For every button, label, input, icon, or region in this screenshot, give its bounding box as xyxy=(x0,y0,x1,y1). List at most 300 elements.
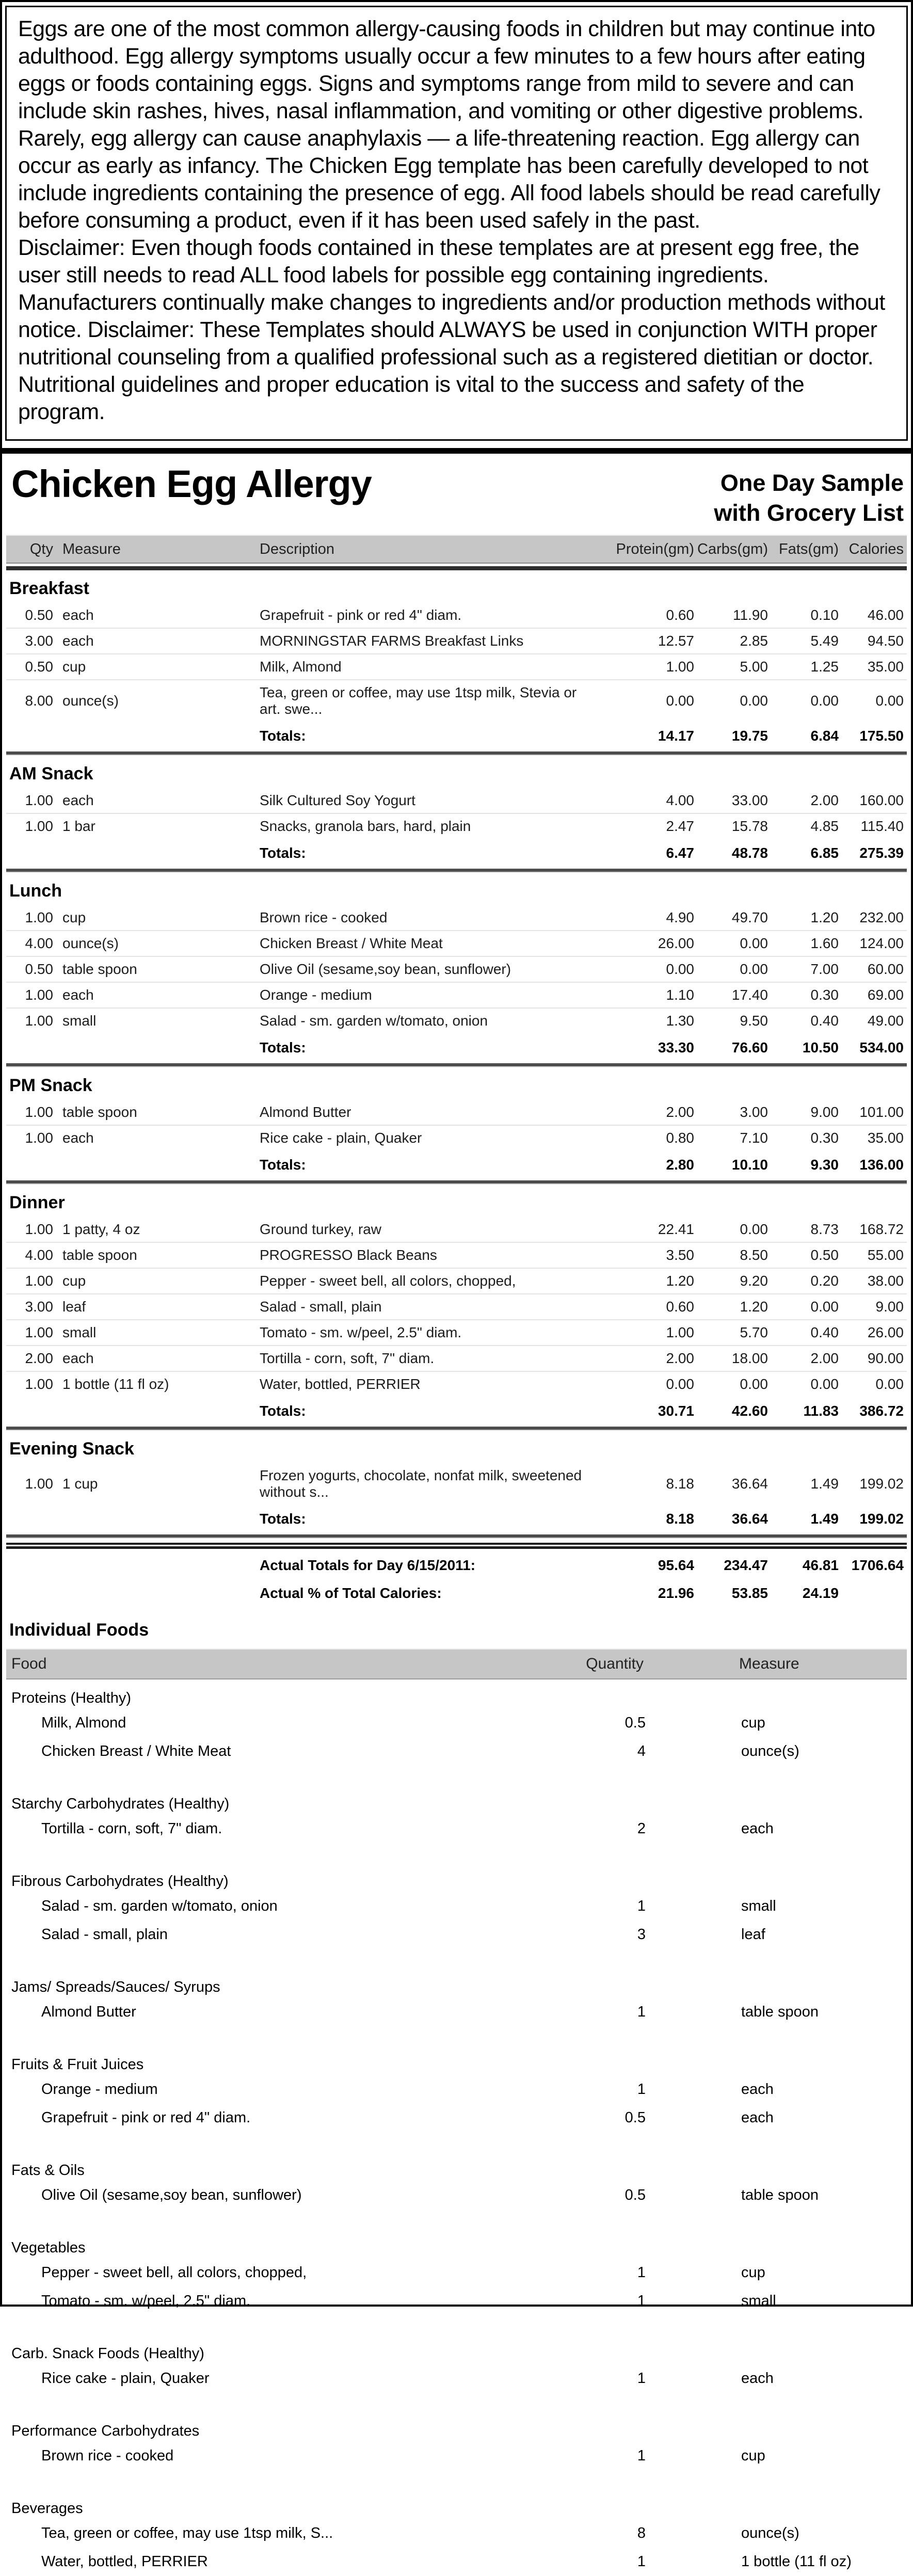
meal-section-divider xyxy=(6,1063,907,1067)
meal-section-divider xyxy=(6,1427,907,1431)
measure-cell: each xyxy=(741,2081,774,2098)
qty-cell: 0.50 xyxy=(25,607,53,623)
day-percent-fats: 24.19 xyxy=(802,1585,839,1602)
description-cell: MORNINGSTAR FARMS Breakfast Links xyxy=(260,633,524,649)
calories-cell: 160.00 xyxy=(859,792,904,809)
page-title: Chicken Egg Allergy xyxy=(11,462,372,505)
food-name-cell: Milk, Almond xyxy=(41,1715,126,1732)
carbs-cell: 0.00 xyxy=(740,1376,768,1393)
measure-cell: each xyxy=(741,2109,774,2126)
measure-cell: 1 bar xyxy=(62,818,95,835)
fats-cell: 0.00 xyxy=(810,1299,839,1315)
qty-cell: 0.50 xyxy=(25,961,53,978)
column-header-fats: Fats(gm) xyxy=(779,540,839,557)
calories-cell: 49.00 xyxy=(867,1013,904,1029)
description-cell: Brown rice - cooked xyxy=(260,909,388,926)
qty-cell: 4.00 xyxy=(25,1247,53,1263)
protein-cell: 1.20 xyxy=(666,1273,694,1289)
totals-carbs: 19.75 xyxy=(731,728,768,744)
meal-table-row xyxy=(6,680,907,722)
subtitle-line-2: with Grocery List xyxy=(714,499,904,526)
description-cell: Orange - medium xyxy=(260,987,372,1003)
column-header-protein: Protein(gm) xyxy=(616,540,694,557)
measure-cell: 1 bottle (11 fl oz) xyxy=(741,2553,852,2570)
food-group xyxy=(6,2335,907,2393)
carbs-cell: 33.00 xyxy=(731,792,768,809)
totals-fats: 6.85 xyxy=(810,845,839,861)
quantity-cell: 1 xyxy=(637,2081,646,2098)
description-cell: Salad - small, plain xyxy=(260,1299,382,1315)
meal-section-divider xyxy=(6,1180,907,1185)
day-totals-label: Actual Totals for Day 6/15/2011: xyxy=(260,1557,476,1574)
meal-table-row xyxy=(6,1100,907,1126)
qty-cell: 1.00 xyxy=(25,1104,53,1121)
meal-section-name: Breakfast xyxy=(9,579,89,599)
food-list-item xyxy=(6,1737,907,1766)
food-name-cell: Orange - medium xyxy=(41,2081,158,2098)
quantity-cell: 1 xyxy=(637,2293,646,2310)
totals-protein: 8.18 xyxy=(666,1511,694,1527)
carbs-cell: 5.70 xyxy=(740,1324,768,1341)
calories-cell: 46.00 xyxy=(867,607,904,623)
quantity-cell: 4 xyxy=(637,1743,646,1760)
quantity-cell: 3 xyxy=(637,1926,646,1943)
totals-carbs: 10.10 xyxy=(731,1157,768,1173)
measure-cell: table spoon xyxy=(741,2004,819,2021)
qty-cell: 2.00 xyxy=(25,1350,53,1367)
description-cell: Tea, green or coffee, may use 1tsp milk, Stevia or art. swe... xyxy=(260,684,577,717)
qty-cell: 4.00 xyxy=(25,935,53,952)
carbs-cell: 8.50 xyxy=(740,1247,768,1263)
protein-cell: 0.60 xyxy=(666,607,694,623)
measure-cell: leaf xyxy=(62,1299,86,1315)
protein-cell: 0.00 xyxy=(666,961,694,978)
carbs-cell: 0.00 xyxy=(740,961,768,978)
food-list-item xyxy=(6,1998,907,2026)
meal-section xyxy=(6,1185,907,1431)
food-group xyxy=(6,2490,907,2576)
totals-protein: 14.17 xyxy=(658,728,694,744)
meal-table-row xyxy=(6,931,907,957)
meal-table-row xyxy=(6,983,907,1009)
fats-cell: 1.20 xyxy=(810,909,839,926)
calories-cell: 55.00 xyxy=(867,1247,904,1263)
measure-cell: each xyxy=(62,987,94,1003)
column-header-measure: Measure xyxy=(62,540,121,557)
measure-cell: each xyxy=(62,1130,94,1146)
carbs-cell: 3.00 xyxy=(740,1104,768,1121)
qty-cell: 1.00 xyxy=(25,1273,53,1289)
day-total-protein: 95.64 xyxy=(658,1557,694,1574)
subtitle-line-1: One Day Sample xyxy=(720,470,904,496)
calories-cell: 35.00 xyxy=(867,659,904,675)
carbs-cell: 5.00 xyxy=(740,659,768,675)
meal-totals-row xyxy=(6,1150,907,1178)
individual-foods-header xyxy=(6,1649,907,1679)
intro-text-box xyxy=(5,6,908,441)
measure-cell: ounce(s) xyxy=(62,693,119,709)
measure-cell: each xyxy=(62,633,94,649)
description-cell: Tomato - sm. w/peel, 2.5" diam. xyxy=(260,1324,462,1341)
column-header-food: Food xyxy=(11,1655,47,1673)
totals-calories: 534.00 xyxy=(859,1039,904,1056)
meal-table-row xyxy=(6,814,907,839)
calories-cell: 60.00 xyxy=(867,961,904,978)
food-group xyxy=(6,2152,907,2210)
measure-cell: 1 cup xyxy=(62,1476,98,1492)
food-name-cell: Rice cake - plain, Quaker xyxy=(41,2370,210,2387)
food-name-cell: Salad - sm. garden w/tomato, onion xyxy=(41,1898,278,1915)
measure-cell: 1 patty, 4 oz xyxy=(62,1221,140,1238)
totals-carbs: 48.78 xyxy=(731,845,768,861)
carbs-cell: 11.90 xyxy=(733,607,768,623)
quantity-cell: 1 xyxy=(637,2447,646,2465)
description-cell: Grapefruit - pink or red 4" diam. xyxy=(260,607,462,623)
carbs-cell: 2.85 xyxy=(740,633,768,649)
calories-cell: 9.00 xyxy=(875,1299,904,1315)
meal-totals-row xyxy=(6,1033,907,1061)
quantity-cell: 1 xyxy=(637,2370,646,2387)
food-group-name: Fats & Oils xyxy=(11,2162,85,2179)
measure-cell: table spoon xyxy=(741,2187,819,2204)
qty-cell: 8.00 xyxy=(25,693,53,709)
quantity-cell: 1 xyxy=(637,1898,646,1915)
qty-cell: 1.00 xyxy=(25,1130,53,1146)
protein-cell: 2.00 xyxy=(666,1350,694,1367)
totals-fats: 6.84 xyxy=(810,728,839,744)
fats-cell: 2.00 xyxy=(810,1350,839,1367)
food-group xyxy=(6,2046,907,2132)
food-group-name: Starchy Carbohydrates (Healthy) xyxy=(11,1796,230,1813)
meal-section xyxy=(6,570,907,756)
food-group-name: Jams/ Spreads/Sauces/ Syrups xyxy=(11,1979,220,1996)
protein-cell: 22.41 xyxy=(658,1221,694,1238)
day-totals-row xyxy=(6,1549,907,1577)
calories-cell: 38.00 xyxy=(867,1273,904,1289)
protein-cell: 4.00 xyxy=(666,792,694,809)
meal-table-row xyxy=(6,905,907,931)
qty-cell: 1.00 xyxy=(25,818,53,835)
column-header-if-measure: Measure xyxy=(739,1655,799,1673)
quantity-cell: 2 xyxy=(637,1820,646,1837)
description-cell: Olive Oil (sesame,soy bean, sunflower) xyxy=(260,961,511,978)
fats-cell: 0.40 xyxy=(810,1013,839,1029)
fats-cell: 0.50 xyxy=(810,1247,839,1263)
protein-cell: 2.47 xyxy=(666,818,694,835)
carbs-cell: 49.70 xyxy=(731,909,768,926)
measure-cell: table spoon xyxy=(62,961,137,978)
fats-cell: 0.00 xyxy=(810,693,839,709)
meal-table-header xyxy=(6,535,907,564)
totals-fats: 10.50 xyxy=(802,1039,839,1056)
day-percent-row xyxy=(6,1577,907,1605)
description-cell: Pepper - sweet bell, all colors, chopped, xyxy=(260,1273,516,1289)
meal-sections xyxy=(6,570,907,1539)
food-list-item xyxy=(6,2075,907,2104)
meal-table-row xyxy=(6,1126,907,1150)
totals-label: Totals: xyxy=(260,1039,306,1056)
meal-section-name: PM Snack xyxy=(9,1076,92,1096)
header-rule xyxy=(6,566,907,570)
qty-cell: 1.00 xyxy=(25,1324,53,1341)
fats-cell: 2.00 xyxy=(810,792,839,809)
protein-cell: 3.50 xyxy=(666,1247,694,1263)
fats-cell: 0.00 xyxy=(810,1376,839,1393)
protein-cell: 1.00 xyxy=(666,1324,694,1341)
measure-cell: small xyxy=(62,1013,97,1029)
food-list-item xyxy=(6,2104,907,2132)
description-cell: Milk, Almond xyxy=(260,659,342,675)
column-header-quantity: Quantity xyxy=(586,1655,644,1673)
fats-cell: 1.25 xyxy=(810,659,839,675)
day-totals-divider xyxy=(6,1543,907,1549)
protein-cell: 0.00 xyxy=(666,1376,694,1393)
qty-cell: 0.50 xyxy=(25,659,53,675)
quantity-cell: 0.5 xyxy=(624,1715,646,1732)
food-list-item xyxy=(6,2442,907,2470)
fats-cell: 9.00 xyxy=(810,1104,839,1121)
carbs-cell: 18.00 xyxy=(731,1350,768,1367)
fats-cell: 4.85 xyxy=(810,818,839,835)
description-cell: Salad - sm. garden w/tomato, onion xyxy=(260,1013,488,1029)
meal-table-row xyxy=(6,1243,907,1269)
day-percent-protein: 21.96 xyxy=(658,1585,694,1602)
calories-cell: 0.00 xyxy=(875,1376,904,1393)
food-name-cell: Tea, green or coffee, may use 1tsp milk, S... xyxy=(41,2525,333,2542)
food-group xyxy=(6,1969,907,2026)
carbs-cell: 9.50 xyxy=(740,1013,768,1029)
totals-calories: 275.39 xyxy=(859,845,904,861)
measure-cell: each xyxy=(741,1820,774,1837)
food-group-name: Proteins (Healthy) xyxy=(11,1690,132,1707)
measure-cell: small xyxy=(62,1324,97,1341)
food-list-item xyxy=(6,1709,907,1737)
report-body xyxy=(2,454,911,2576)
calories-cell: 90.00 xyxy=(867,1350,904,1367)
food-list-item xyxy=(6,1815,907,1843)
measure-cell: each xyxy=(62,792,94,809)
protein-cell: 8.18 xyxy=(666,1476,694,1492)
food-group-name: Fruits & Fruit Juices xyxy=(11,2056,144,2073)
meal-section-divider xyxy=(6,1534,907,1539)
food-name-cell: Olive Oil (sesame,soy bean, sunflower) xyxy=(41,2187,302,2204)
column-header-calories: Calories xyxy=(848,540,904,557)
measure-cell: leaf xyxy=(741,1926,765,1943)
measure-cell: each xyxy=(62,607,94,623)
protein-cell: 26.00 xyxy=(658,935,694,952)
food-group xyxy=(6,1785,907,1843)
calories-cell: 26.00 xyxy=(867,1324,904,1341)
measure-cell: table spoon xyxy=(62,1247,137,1263)
fats-cell: 8.73 xyxy=(810,1221,839,1238)
calories-cell: 199.02 xyxy=(859,1476,904,1492)
carbs-cell: 15.78 xyxy=(731,818,768,835)
food-group xyxy=(6,1679,907,1766)
meal-section-name: Lunch xyxy=(9,881,62,901)
totals-carbs: 42.60 xyxy=(731,1403,768,1419)
carbs-cell: 1.20 xyxy=(740,1299,768,1315)
column-header-description: Description xyxy=(260,540,335,557)
description-cell: Tortilla - corn, soft, 7" diam. xyxy=(260,1350,435,1367)
food-list-item xyxy=(6,2181,907,2210)
totals-fats: 9.30 xyxy=(810,1157,839,1173)
description-cell: Chicken Breast / White Meat xyxy=(260,935,443,952)
fats-cell: 5.49 xyxy=(810,633,839,649)
measure-cell: cup xyxy=(741,2447,765,2465)
food-name-cell: Tortilla - corn, soft, 7" diam. xyxy=(41,1820,222,1837)
food-list-item xyxy=(6,2548,907,2576)
food-name-cell: Almond Butter xyxy=(41,2004,136,2021)
totals-calories: 386.72 xyxy=(859,1403,904,1419)
totals-calories: 175.50 xyxy=(859,728,904,744)
totals-carbs: 76.60 xyxy=(731,1039,768,1056)
food-list-item xyxy=(6,1921,907,1949)
calories-cell: 115.40 xyxy=(860,818,904,835)
fats-cell: 0.30 xyxy=(810,987,839,1003)
meal-table-row xyxy=(6,1269,907,1294)
disclaimer-paragraph: Disclaimer: Even though foods contained in these templates are at present egg free, the user still needs to read ALL food labels for possible egg containing ingredients. Manufacturers continually make changes to ingredients and/or production methods without notice. Disclaimer: These Templates should ALWAYS be used in conjunction WITH proper nutritional counseling from a qualified professional such as a registered dietitian or doctor. Nutritional guidelines and proper education is vital to the success and safety of the program. xyxy=(18,235,885,424)
meal-section xyxy=(6,1431,907,1539)
totals-carbs: 36.64 xyxy=(731,1511,768,1527)
measure-cell: cup xyxy=(741,1715,765,1732)
day-total-carbs: 234.47 xyxy=(724,1557,768,1574)
section-rule xyxy=(2,448,911,454)
food-name-cell: Grapefruit - pink or red 4" diam. xyxy=(41,2109,251,2126)
protein-cell: 0.60 xyxy=(666,1299,694,1315)
meal-section xyxy=(6,1067,907,1185)
day-total-calories: 1706.64 xyxy=(851,1557,904,1574)
meal-table-row xyxy=(6,788,907,814)
protein-cell: 1.00 xyxy=(666,659,694,675)
meal-table-row xyxy=(6,1009,907,1033)
meal-table-row xyxy=(6,654,907,680)
totals-protein: 6.47 xyxy=(666,845,694,861)
measure-cell: cup xyxy=(62,659,86,675)
calories-cell: 35.00 xyxy=(867,1130,904,1146)
meal-table-row xyxy=(6,1294,907,1320)
carbs-cell: 7.10 xyxy=(740,1130,768,1146)
fats-cell: 7.00 xyxy=(810,961,839,978)
food-name-cell: Salad - small, plain xyxy=(41,1926,168,1943)
qty-cell: 1.00 xyxy=(25,1476,53,1492)
totals-label: Totals: xyxy=(260,845,306,861)
calories-cell: 0.00 xyxy=(875,693,904,709)
food-name-cell: Chicken Breast / White Meat xyxy=(41,1743,231,1760)
totals-calories: 199.02 xyxy=(859,1511,904,1527)
measure-cell: each xyxy=(62,1350,94,1367)
calories-cell: 124.00 xyxy=(859,935,904,952)
intro-paragraph: Eggs are one of the most common allergy-causing foods in children but may continue into adulthood. Egg allergy symptoms usually occur a few minutes to a few hours after eating eggs or foods containing eggs. Signs and symptoms range from mild to severe and can include skin rashes, hives, nasal inflammation, and vomiting or other digestive problems. Rarely, egg allergy can cause anaphylaxis — a life-threatening reaction. Egg allergy can occur as early as infancy. The Chicken Egg template has been carefully developed to not include ingredients containing the presence of egg. All food labels should be read carefully before consuming a product, even if it has been used safely in the past. xyxy=(18,17,880,233)
fats-cell: 0.20 xyxy=(810,1273,839,1289)
food-name-cell: Pepper - sweet bell, all colors, chopped, xyxy=(41,2264,307,2281)
carbs-cell: 0.00 xyxy=(740,935,768,952)
food-group-name: Fibrous Carbohydrates (Healthy) xyxy=(11,1873,229,1890)
measure-cell: small xyxy=(741,2293,776,2310)
meal-section-name: Evening Snack xyxy=(9,1439,134,1459)
meal-section xyxy=(6,873,907,1067)
meal-table-row xyxy=(6,1372,907,1397)
quantity-cell: 8 xyxy=(637,2525,646,2542)
food-list-item xyxy=(6,2259,907,2287)
description-cell: Silk Cultured Soy Yogurt xyxy=(260,792,415,809)
qty-cell: 1.00 xyxy=(25,1221,53,1238)
totals-label: Totals: xyxy=(260,1511,306,1527)
meal-table-row xyxy=(6,1463,907,1505)
food-name-cell: Tomato - sm. w/peel, 2.5" diam. xyxy=(41,2293,251,2310)
qty-cell: 1.00 xyxy=(25,1013,53,1029)
fats-cell: 0.30 xyxy=(810,1130,839,1146)
day-total-fats: 46.81 xyxy=(802,1557,839,1574)
qty-cell: 1.00 xyxy=(25,1376,53,1393)
totals-label: Totals: xyxy=(260,1157,306,1173)
measure-cell: table spoon xyxy=(62,1104,137,1121)
meal-table-row xyxy=(6,1346,907,1372)
description-cell: Frozen yogurts, chocolate, nonfat milk, sweetened without s... xyxy=(260,1467,582,1500)
meal-totals-row xyxy=(6,1397,907,1425)
protein-cell: 2.00 xyxy=(666,1104,694,1121)
totals-calories: 136.00 xyxy=(859,1157,904,1173)
food-list-item xyxy=(6,1892,907,1921)
measure-cell: each xyxy=(741,2370,774,2387)
carbs-cell: 0.00 xyxy=(740,1221,768,1238)
meal-section-divider xyxy=(6,869,907,873)
calories-cell: 101.00 xyxy=(859,1104,904,1121)
report-header xyxy=(6,454,907,535)
description-cell: PROGRESSO Black Beans xyxy=(260,1247,437,1263)
protein-cell: 0.80 xyxy=(666,1130,694,1146)
food-name-cell: Brown rice - cooked xyxy=(41,2447,174,2465)
carbs-cell: 9.20 xyxy=(740,1273,768,1289)
column-header-qty: Qty xyxy=(29,540,53,557)
totals-fats: 1.49 xyxy=(810,1511,839,1527)
food-group-name: Vegetables xyxy=(11,2239,86,2257)
food-group xyxy=(6,2412,907,2470)
food-group-name: Performance Carbohydrates xyxy=(11,2423,200,2440)
meal-totals-row xyxy=(6,722,907,749)
description-cell: Almond Butter xyxy=(260,1104,351,1121)
column-header-carbs: Carbs(gm) xyxy=(697,540,768,557)
totals-protein: 33.30 xyxy=(658,1039,694,1056)
calories-cell: 168.72 xyxy=(859,1221,904,1238)
individual-foods-groups xyxy=(6,1679,907,2576)
calories-cell: 94.50 xyxy=(867,633,904,649)
meal-section-divider xyxy=(6,751,907,756)
day-percent-carbs: 53.85 xyxy=(731,1585,768,1602)
food-list-item xyxy=(6,2287,907,2315)
measure-cell: small xyxy=(741,1898,776,1915)
quantity-cell: 1 xyxy=(637,2264,646,2281)
measure-cell: cup xyxy=(62,1273,86,1289)
protein-cell: 0.00 xyxy=(666,693,694,709)
totals-label: Totals: xyxy=(260,1403,306,1419)
protein-cell: 12.57 xyxy=(658,633,694,649)
meal-table-row xyxy=(6,1320,907,1346)
meal-totals-row xyxy=(6,1505,907,1532)
food-group xyxy=(6,1863,907,1949)
day-percent-label: Actual % of Total Calories: xyxy=(260,1585,442,1602)
food-list-item xyxy=(6,2364,907,2393)
measure-cell: ounce(s) xyxy=(62,935,119,952)
protein-cell: 1.30 xyxy=(666,1013,694,1029)
measure-cell: 1 bottle (11 fl oz) xyxy=(62,1376,169,1393)
measure-cell: ounce(s) xyxy=(741,1743,799,1760)
fats-cell: 1.60 xyxy=(810,935,839,952)
totals-protein: 2.80 xyxy=(666,1157,694,1173)
calories-cell: 69.00 xyxy=(867,987,904,1003)
quantity-cell: 0.5 xyxy=(624,2187,646,2204)
meal-section-name: Dinner xyxy=(9,1193,65,1213)
individual-foods-title: Individual Foods xyxy=(9,1620,149,1640)
